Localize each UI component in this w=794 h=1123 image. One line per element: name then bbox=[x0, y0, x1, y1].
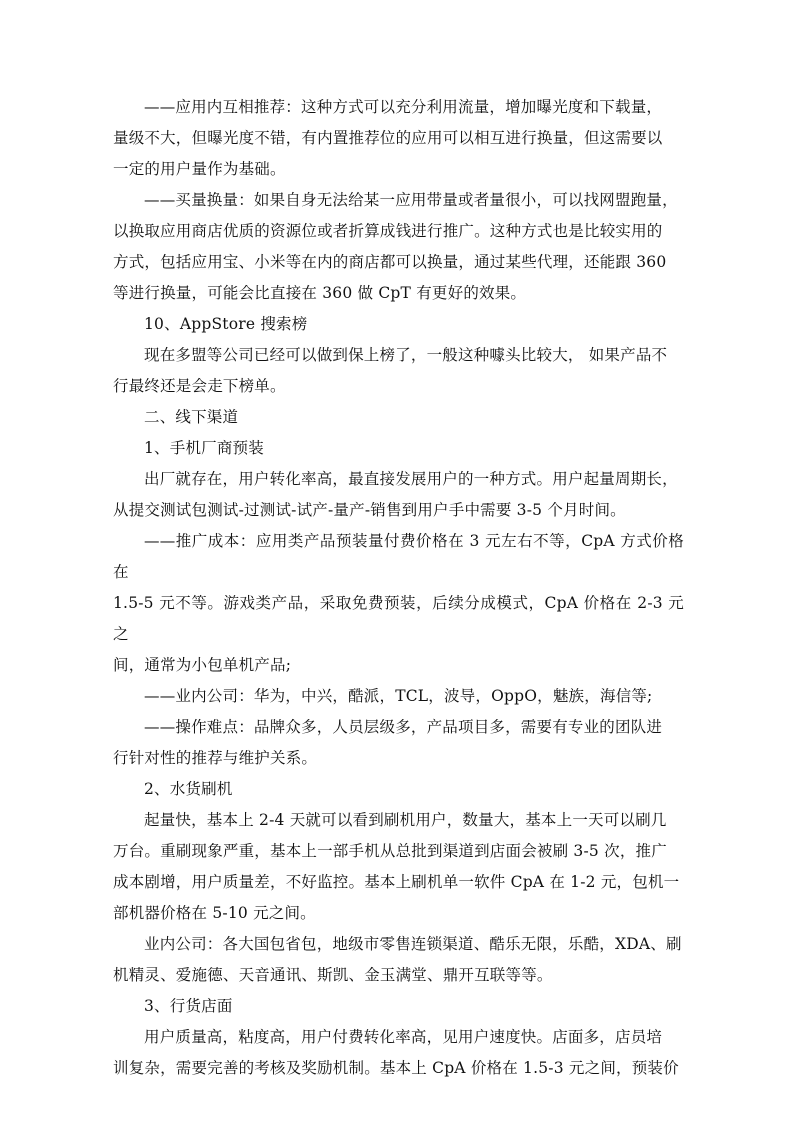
text-line: 2、水货刷机 bbox=[144, 780, 233, 798]
text-line: 方式，包括应用宝、小米等在内的商店都可以换量，通过某些代理，还能跟 360 bbox=[113, 253, 667, 271]
text-line: 万台。重刷现象严重，基本上一部手机从总批到渠道到店面会被刷 3-5 次，推广 bbox=[113, 842, 667, 860]
text-line: ——买量换量：如果自身无法给某一应用带量或者量很小，可以找网盟跑量， bbox=[144, 191, 678, 209]
text-line: 10、AppStore 搜索榜 bbox=[144, 315, 308, 333]
text-line: 用户质量高，粘度高，用户付费转化率高，见用户速度快。店面多，店员培 bbox=[144, 1028, 663, 1046]
paragraph bbox=[113, 991, 684, 1022]
paragraph bbox=[113, 185, 684, 309]
text-line: 成本剧增，用户质量差，不好监控。基本上刷机单一软件 CpA 在 1-2 元，包机一 bbox=[113, 873, 680, 891]
paragraph bbox=[113, 433, 684, 464]
text-line: 行最终还是会走下榜单。 bbox=[113, 377, 286, 395]
text-line: 部机器价格在 5-10 元之间。 bbox=[113, 904, 316, 922]
text-line: 业内公司：各大国包省包，地级市零售连锁渠道、酷乐无限，乐酷，XDA、刷 bbox=[144, 935, 682, 953]
paragraph bbox=[113, 309, 684, 340]
text-line: 现在多盟等公司已经可以做到保上榜了，一般这种噱头比较大， 如果产品不 bbox=[144, 346, 668, 364]
text-line: 一定的用户量作为基础。 bbox=[113, 160, 286, 178]
paragraph bbox=[113, 774, 684, 805]
document-body bbox=[113, 92, 684, 1084]
paragraph bbox=[113, 681, 684, 712]
text-line: ——业内公司：华为，中兴，酷派，TCL，波导，OppO，魅族，海信等; bbox=[144, 687, 653, 705]
paragraph bbox=[113, 712, 684, 774]
text-line: 从提交测试包测试-过测试-试产-量产-销售到用户手中需要 3-5 个月时间。 bbox=[113, 501, 626, 519]
paragraph bbox=[113, 92, 684, 185]
paragraph bbox=[113, 1022, 684, 1084]
text-line: 出厂就存在，用户转化率高，最直接发展用户的一种方式。用户起量周期长， bbox=[144, 470, 678, 488]
text-line: 1、手机厂商预装 bbox=[144, 439, 264, 457]
paragraph bbox=[113, 929, 684, 991]
paragraph bbox=[113, 805, 684, 929]
text-line: 间，通常为小包单机产品; bbox=[113, 656, 292, 674]
text-line: 行针对性的推荐与维护关系。 bbox=[113, 749, 318, 767]
text-line: 训复杂，需要完善的考核及奖励机制。基本上 CpA 价格在 1.5-3 元之间，预装价 bbox=[113, 1059, 679, 1077]
paragraph bbox=[113, 402, 684, 433]
text-line: 量级不大，但曝光度不错，有内置推荐位的应用可以相互进行换量，但这需要以 bbox=[113, 129, 663, 147]
text-line: 1.5-5 元不等。游戏类产品，采取免费预装，后续分成模式，CpA 价格在 2-3 元之 bbox=[113, 594, 684, 643]
paragraph bbox=[113, 340, 684, 402]
text-line: ——操作难点：品牌众多，人员层级多，产品项目多，需要有专业的团队进 bbox=[144, 718, 663, 736]
paragraph bbox=[113, 526, 684, 681]
paragraph bbox=[113, 464, 684, 526]
text-line: 机精灵、爱施德、天音通讯、斯凯、金玉满堂、鼎开互联等等。 bbox=[113, 966, 553, 984]
text-line: ——推广成本：应用类产品预装量付费价格在 3 元左右不等，CpA 方式价格在 bbox=[113, 532, 684, 581]
text-line: 3、行货店面 bbox=[144, 997, 233, 1015]
text-line: 以换取应用商店优质的资源位或者折算成钱进行推广。这种方式也是比较实用的 bbox=[113, 222, 663, 240]
text-line: 起量快，基本上 2-4 天就可以看到刷机用户，数量大，基本上一天可以刷几 bbox=[144, 811, 667, 829]
text-line: 等进行换量，可能会比直接在 360 做 CpT 有更好的效果。 bbox=[113, 284, 527, 302]
text-line: 二、线下渠道 bbox=[144, 408, 239, 426]
text-line: ——应用内互相推荐：这种方式可以充分利用流量，增加曝光度和下载量， bbox=[144, 98, 663, 116]
